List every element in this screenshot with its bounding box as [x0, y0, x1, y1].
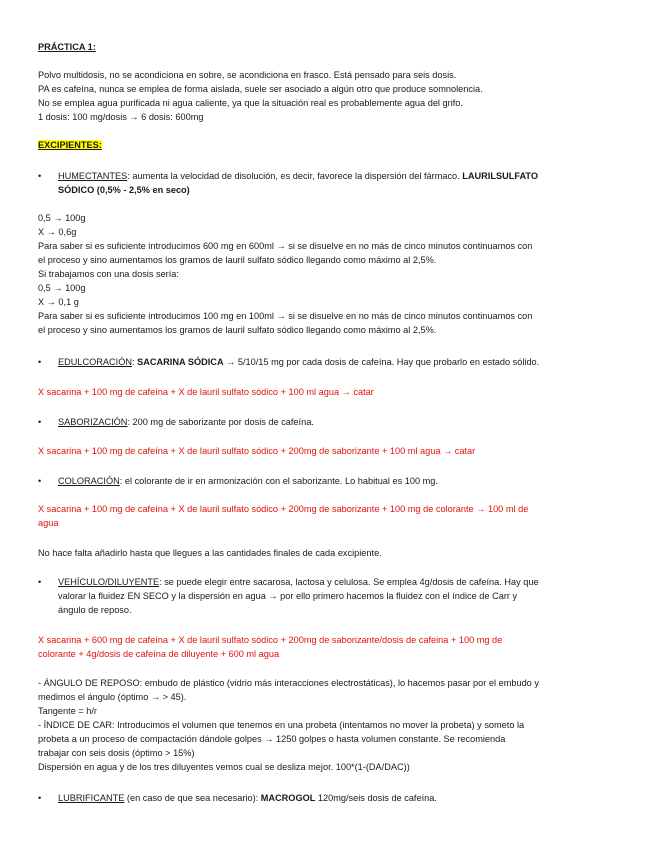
vehiculo-line-3: ángulo de reposo. [58, 605, 132, 615]
coloracion-item: COLORACIÓN: el colorante de ir en armonización con el saborizante. Lo habitual es 100 mg. [58, 476, 438, 486]
formula-red-1: X sacarina + 100 mg de cafeína + X de lauril sulfato sódico + 100 ml agua → catar [38, 387, 374, 397]
coloracion-term: COLORACIÓN [58, 476, 120, 486]
vehiculo-line-2: valorar la fluidez EN SECO y la dispersión en agua → por ello primero hacemos la fluidez con el índice de Carr y [58, 591, 518, 601]
bullet: • [38, 417, 42, 427]
page-title: PRÁCTICA 1: [38, 42, 96, 52]
calc-line: X → 0,1 g [38, 297, 79, 307]
formula-red-3-line-1: X sacarina + 100 mg de cafeína + X de lauril sulfato sódico + 200mg de saborizante + 100 mg de colorante → 100 ml de [38, 504, 529, 514]
formula-red-4-line-2: colorante + 4g/dosis de cafeína de diluyente + 600 ml agua [38, 649, 280, 659]
intro-line-1: Polvo multidosis, no se acondiciona en sobre, se acondiciona en frasco. Está pensado para seis dosis. [38, 70, 457, 80]
calc-line: el proceso y sino aumentamos los gramos de lauril sulfato sódico llegando como máximo al 2,5%. [38, 255, 437, 265]
calc-line: Para saber si es suficiente introducimos 100 mg en 100ml → si se disuelve en no más de cinco minutos continuamos con [38, 311, 533, 321]
angulo-line: - ÁNGULO DE REPOSO: embudo de plástico (vidrio más interacciones electrostáticas), lo hacemos pasar por el embudo y [38, 678, 539, 688]
calc-line: 0,5 → 100g [38, 283, 86, 293]
saborizacion-item: SABORIZACIÓN: 200 mg de saborizante por dosis de cafeína. [58, 417, 314, 427]
indice-line: trabajar con seis dosis (óptimo > 15%) [38, 748, 195, 758]
humectantes-item: HUMECTANTES: aumenta la velocidad de disolución, es decir, favorece la dispersión del fármaco. LAURILSULFATO [58, 171, 538, 181]
humectantes-term: HUMECTANTES [58, 171, 128, 181]
calc-line: 0,5 → 100g [38, 213, 86, 223]
bullet: • [38, 793, 42, 803]
lubricante-term: LUBRIFICANTE [58, 793, 125, 803]
vehiculo-term: VEHÍCULO/DILUYENTE [58, 577, 160, 587]
lubricante-item: LUBRIFICANTE (en caso de que sea necesario): MACROGOL 120mg/seis dosis de cafeína. [58, 793, 437, 803]
calc-line: Para saber si es suficiente introducimos 600 mg en 600ml → si se disuelve en no más de cinco minutos continuamos con [38, 241, 533, 251]
intro-line-2: PA es cafeína, nunca se emplea de forma aislada, suele ser asociado a algún otro que produce somnolencia. [38, 84, 483, 94]
indice-line: - ÍNDICE DE CAR: Introducimos el volumen que tenemos en una probeta (intentamos no mover la probeta) y someto la [38, 720, 525, 730]
edulcoracion-item: EDULCORACIÓN: SACARINA SÓDICA → 5/10/15 mg por cada dosis de cafeína. Hay que probarlo en estado sólido. [58, 357, 540, 367]
saborizacion-term: SABORIZACIÓN [58, 417, 128, 427]
intro-line-4: 1 dosis: 100 mg/dosis → 6 dosis: 600mg [38, 112, 204, 122]
bullet: • [38, 577, 42, 587]
angulo-line: Tangente = h/r [38, 706, 97, 716]
edulcoracion-term: EDULCORACIÓN [58, 357, 133, 367]
bullet: • [38, 476, 42, 486]
formula-red-4-line-1: X sacarina + 600 mg de cafeína + X de lauril sulfato sódico + 200mg de saborizante/dosis de cafeina + 100 mg de [38, 635, 503, 645]
excipientes-heading: EXCIPIENTES: [38, 140, 102, 150]
humectantes-line-2: SÓDICO (0,5% - 2,5% en seco) [58, 185, 190, 195]
calc-line: X → 0,6g [38, 227, 77, 237]
calc-line: el proceso y sino aumentamos los gramos de lauril sulfato sódico llegando como máximo al 2,5%. [38, 325, 437, 335]
formula-red-2: X sacarina + 100 mg de cafeína + X de lauril sulfato sódico + 200mg de saborizante + 100 ml agua → catar [38, 446, 476, 456]
formula-red-3-line-2: agua [38, 518, 59, 528]
indice-line: probeta a un proceso de compactación dándole golpes → 1250 golpes o hasta volumen constante. Se recomienda [38, 734, 506, 744]
vehiculo-item: VEHÍCULO/DILUYENTE: se puede elegir entre sacarosa, lactosa y celulosa. Se emplea 4g/dosis de cafeína. Hay que [58, 577, 539, 587]
note-line: No hace falta añadirlo hasta que llegues a las cantidades finales de cada excipiente. [38, 548, 382, 558]
angulo-line: medimos el ángulo (óptimo → > 45). [38, 692, 187, 702]
dispersion-line: Dispersión en agua y de los tres diluyentes vemos cual se desliza mejor. 100*(1-(DA/DAC)) [38, 762, 410, 772]
bullet: • [38, 357, 42, 367]
intro-line-3: No se emplea agua purificada ni agua caliente, ya que la situación real es probablemente agua del grifo. [38, 98, 463, 108]
calc-line: Si trabajamos con una dosis sería: [38, 269, 179, 279]
bullet: • [38, 171, 42, 181]
